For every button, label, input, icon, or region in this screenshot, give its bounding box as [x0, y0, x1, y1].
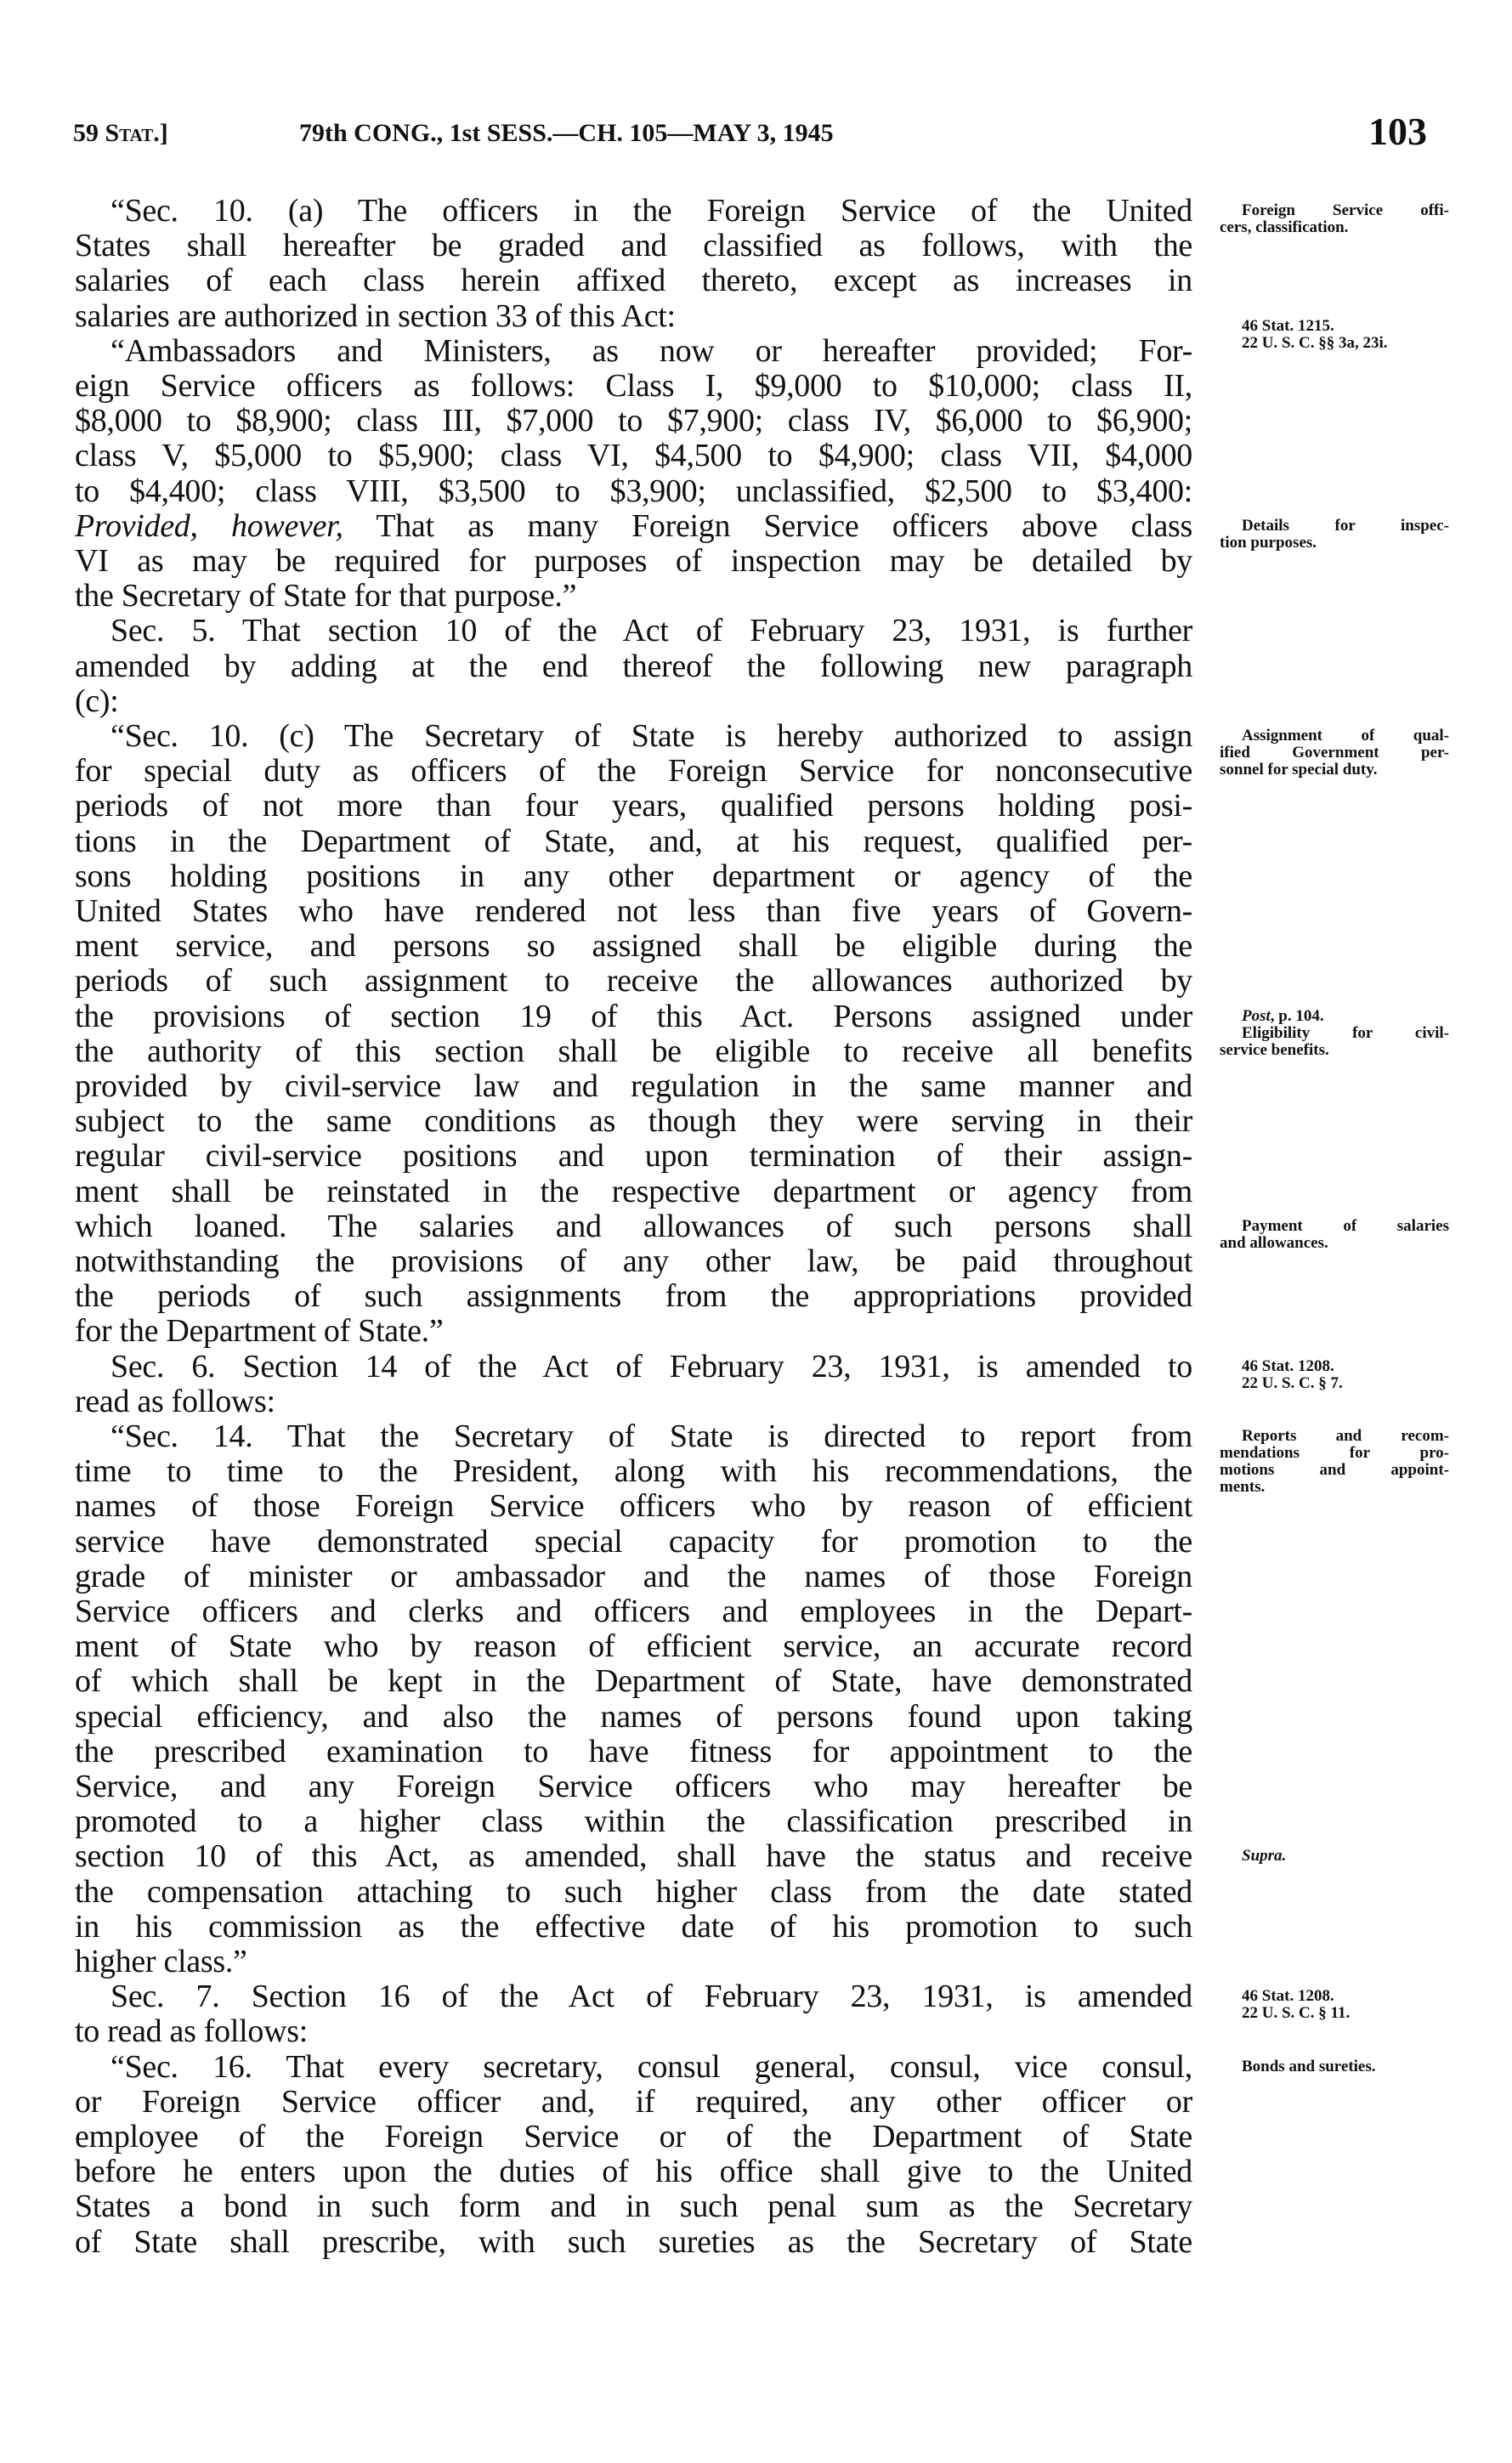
body-line: of which shall be kept in the Department of State, have demonstrated — [75, 1663, 1192, 1700]
body-line: the provisions of section 19 of this Act. Persons assigned under — [75, 998, 1192, 1034]
body-line: the periods of such assignments from the appropriations provided — [75, 1278, 1192, 1315]
body-line: promoted to a higher class within the classification prescribed in — [75, 1803, 1192, 1840]
body-line: periods of not more than four years, qualified persons holding posi- — [75, 788, 1192, 824]
body-line: or Foreign Service officer and, if required, any other officer or — [75, 2083, 1192, 2120]
body-line: of State shall prescribe, with such sureties as the Secretary of State — [75, 2223, 1192, 2260]
margin-note-line: and allowances. — [1220, 1233, 1328, 1252]
volume-reference-text: 59 Stat.] — [73, 119, 168, 147]
margin-note-line: 22 U. S. C. § 11. — [1242, 2004, 1351, 2023]
body-line: Provided, however, That as many Foreign Service officers above class — [75, 507, 1192, 544]
running-head-text: 79th CONG., 1st SESS.—CH. 105—MAY 3, 1945 — [299, 119, 834, 147]
body-line: higher class.” — [75, 1944, 247, 1979]
italic-phrase: Provided, however, — [75, 507, 343, 544]
body-line: “Sec. 10. (c) The Secretary of State is hereby authorized to assign — [110, 718, 1192, 754]
body-line: States shall hereafter be graded and classified as follows, with the — [75, 228, 1192, 264]
body-line: “Ambassadors and Ministers, as now or hereafter provided; For- — [110, 332, 1192, 369]
body-line: “Sec. 10. (a) The officers in the Foreign Service of the United — [110, 193, 1192, 229]
body-line: amended by adding at the end thereof the following new paragraph — [75, 648, 1192, 684]
margin-note-line: 46 Stat. 1215. — [1242, 316, 1334, 335]
body-line: for the Department of State.” — [75, 1313, 444, 1350]
body-line: provided by civil-service law and regulation in the same manner and — [75, 1068, 1192, 1104]
body-line: before he enters upon the duties of his office shall give to the United — [75, 2154, 1192, 2190]
body-line: salaries are authorized in section 33 of this Act: — [75, 297, 676, 334]
body-line: to read as follows: — [75, 2013, 308, 2050]
body-line: ment of State who by reason of efficient service, an accurate record — [75, 1628, 1192, 1665]
body-line: notwithstanding the provisions of any other law, be paid throughout — [75, 1243, 1192, 1279]
body-line: the authority of this section shall be eligible to receive all benefits — [75, 1033, 1192, 1069]
body-line: Sec. 6. Section 14 of the Act of February 23, 1931, is amended to — [110, 1348, 1192, 1384]
margin-note-line: Supra. — [1242, 1847, 1287, 1866]
body-line: States a bond in such form and in such penal sum as the Secretary — [75, 2188, 1192, 2225]
margin-note-line: tion purposes. — [1220, 533, 1317, 552]
margin-note-line: 22 U. S. C. § 7. — [1242, 1373, 1343, 1392]
body-line: Sec. 5. That section 10 of the Act of February 23, 1931, is further — [110, 613, 1192, 649]
margin-note-line: Payment of salaries — [1242, 1216, 1449, 1235]
margin-note-line: ments. — [1220, 1478, 1266, 1496]
margin-note-line: ified Government per- — [1220, 744, 1449, 762]
margin-note-line: Bonds and sureties. — [1242, 2057, 1376, 2075]
margin-note-line: Post, p. 104. — [1242, 1006, 1324, 1025]
body-line: ment shall be reinstated in the respective department or agency from — [75, 1173, 1192, 1209]
italic-phrase: Post — [1242, 1006, 1271, 1025]
body-line: ment service, and persons so assigned shall be eligible during the — [75, 928, 1192, 965]
body-line: Service officers and clerks and officers and employees in the Depart- — [75, 1594, 1192, 1629]
body-line: for special duty as officers of the Foreign Service for nonconsecutive — [75, 753, 1192, 790]
body-line: (c): — [75, 682, 119, 719]
body-line: regular civil-service positions and upon termination of their assign- — [75, 1138, 1192, 1175]
margin-note-line: cers, classification. — [1220, 218, 1349, 236]
page-number: 103 — [1368, 110, 1427, 153]
body-line: United States who have rendered not less than five years of Govern- — [75, 893, 1192, 929]
body-line: eign Service officers as follows: Class I, $9,000 to $10,000; class II, — [75, 368, 1192, 404]
margin-note-line: sonnel for special duty. — [1220, 761, 1378, 779]
margin-note-line: service benefits. — [1220, 1040, 1329, 1059]
body-line: Sec. 7. Section 16 of the Act of February 23, 1931, is amended — [110, 1979, 1192, 2015]
body-line: section 10 of this Act, as amended, shall have the status and receive — [75, 1838, 1192, 1875]
body-line: grade of minister or ambassador and the names of those Foreign — [75, 1558, 1192, 1594]
body-line: the Secretary of State for that purpose.” — [75, 578, 577, 614]
margin-note-line: 22 U. S. C. §§ 3a, 23i. — [1242, 333, 1388, 352]
body-line: salaries of each class herein affixed thereto, except as increases in — [75, 263, 1192, 299]
margin-note-line: 46 Stat. 1208. — [1242, 1356, 1334, 1375]
volume-reference — [73, 119, 168, 148]
body-line: the compensation attaching to such higher class from the date stated — [75, 1873, 1192, 1910]
body-line: “Sec. 14. That the Secretary of State is directed to report from — [110, 1418, 1192, 1454]
body-line: time to time to the President, along with his recommendations, the — [75, 1453, 1192, 1490]
margin-note-line: 46 Stat. 1208. — [1242, 1987, 1334, 2006]
margin-note-line: motions and appoint- — [1220, 1461, 1449, 1479]
body-line: “Sec. 16. That every secretary, consul general, consul, vice consul, — [110, 2048, 1192, 2085]
body-line: names of those Foreign Service officers who by reason of efficient — [75, 1488, 1192, 1525]
running-head — [299, 119, 834, 148]
body-line: in his commission as the effective date of his promotion to such — [75, 1908, 1192, 1945]
body-line: read as follows: — [75, 1383, 275, 1419]
body-line: to $4,400; class VIII, $3,500 to $3,900; unclassified, $2,500 to $3,400: — [75, 473, 1192, 509]
body-line: subject to the same conditions as though they were serving in their — [75, 1103, 1192, 1140]
margin-note-line: mendations for pro- — [1220, 1444, 1449, 1462]
body-line: the prescribed examination to have fitness for appointment to the — [75, 1733, 1192, 1769]
body-line: sons holding positions in any other department or agency of the — [75, 858, 1192, 894]
body-line: special efficiency, and also the names of persons found upon taking — [75, 1698, 1192, 1735]
body-line: which loaned. The salaries and allowances of such persons shall — [75, 1208, 1192, 1244]
body-line: tions in the Department of State, and, at his request, qualified per- — [75, 823, 1192, 859]
body-line: $8,000 to $8,900; class III, $7,000 to $7,900; class IV, $6,000 to $6,900; — [75, 403, 1192, 439]
body-line: Service, and any Foreign Service officers who may hereafter be — [75, 1769, 1192, 1804]
body-line: service have demonstrated special capacity for promotion to the — [75, 1523, 1192, 1560]
body-line: class V, $5,000 to $5,900; class VI, $4,500 to $4,900; class VII, $4,000 — [75, 438, 1192, 474]
margin-note-line: Details for inspec- — [1242, 516, 1449, 535]
margin-note-line: Eligibility for civil- — [1242, 1023, 1449, 1042]
margin-note-line: Foreign Service offi- — [1242, 201, 1449, 219]
body-line: employee of the Foreign Service or of the Department of State — [75, 2119, 1192, 2154]
body-line: periods of such assignment to receive the allowances authorized by — [75, 963, 1192, 999]
margin-note-line: Reports and recom- — [1242, 1427, 1449, 1445]
margin-note-line: Assignment of qual- — [1242, 727, 1449, 745]
body-line: VI as may be required for purposes of inspection may be detailed by — [75, 543, 1192, 579]
